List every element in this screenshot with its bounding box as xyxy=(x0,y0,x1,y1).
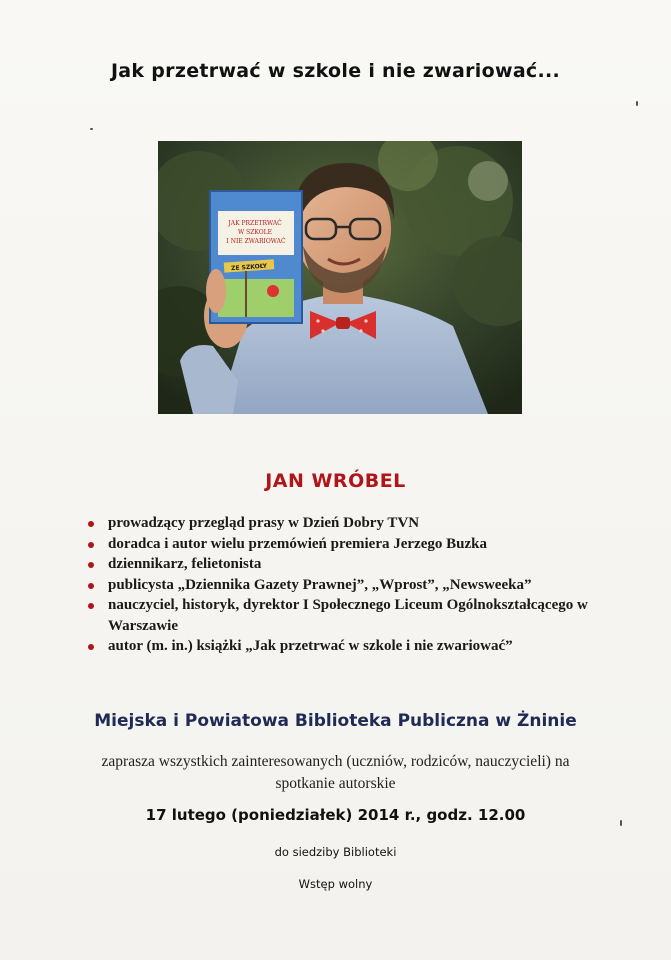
bullet-dot-icon xyxy=(88,583,94,589)
bullet-dot-icon xyxy=(88,542,94,548)
bullet-dot-icon xyxy=(88,603,94,609)
bio-item: autor (m. in.) książki „Jak przetrwać w szkole i nie zwariować” xyxy=(78,636,638,657)
entry-info: Wstęp wolny xyxy=(298,877,373,891)
author-photo xyxy=(158,141,522,414)
event-date: 17 lutego (poniedziałek) 2014 r., godz. 12.00 xyxy=(145,806,526,824)
scan-speck xyxy=(636,101,638,106)
author-bio-list xyxy=(78,513,638,657)
event-venue: do siedziby Biblioteki xyxy=(274,845,397,859)
bio-item: prowadzący przegląd prasy w Dzień Dobry TVN xyxy=(78,513,638,534)
book-cover-title: JAK PRZETRWAĆ W SZKOLE I NIE ZWARIOWAĆ xyxy=(226,220,286,245)
poster-title: Jak przetrwać w szkole i nie zwariować... xyxy=(110,60,561,82)
bio-item: doradca i autor wielu przemówień premiera Jerzego Buzka xyxy=(78,534,638,555)
bio-item: publicysta „Dziennika Gazety Prawnej”, „Wprost”, „Newsweeka” xyxy=(78,575,638,596)
scan-speck xyxy=(620,820,622,826)
bullet-dot-icon xyxy=(88,562,94,568)
invitation-text: zaprasza wszystkich zainteresowanych (uczniów, rodziców, nauczycieli) na spotkanie autorskie xyxy=(101,753,570,792)
bio-item: nauczyciel, historyk, dyrektor I Społecznego Liceum Ogólnokształcącego w Warszawie xyxy=(78,595,638,636)
library-name: Miejska i Powiatowa Biblioteka Publiczna w Żninie xyxy=(94,711,577,731)
author-photo-illustration xyxy=(158,141,522,414)
bullet-dot-icon xyxy=(88,521,94,527)
book-sign-text: ZE SZKOŁY xyxy=(230,262,268,273)
bio-item: dziennikarz, felietonista xyxy=(78,554,638,575)
scan-speck xyxy=(90,128,93,130)
author-name: JAN WRÓBEL xyxy=(265,470,406,492)
bullet-dot-icon xyxy=(88,644,94,650)
